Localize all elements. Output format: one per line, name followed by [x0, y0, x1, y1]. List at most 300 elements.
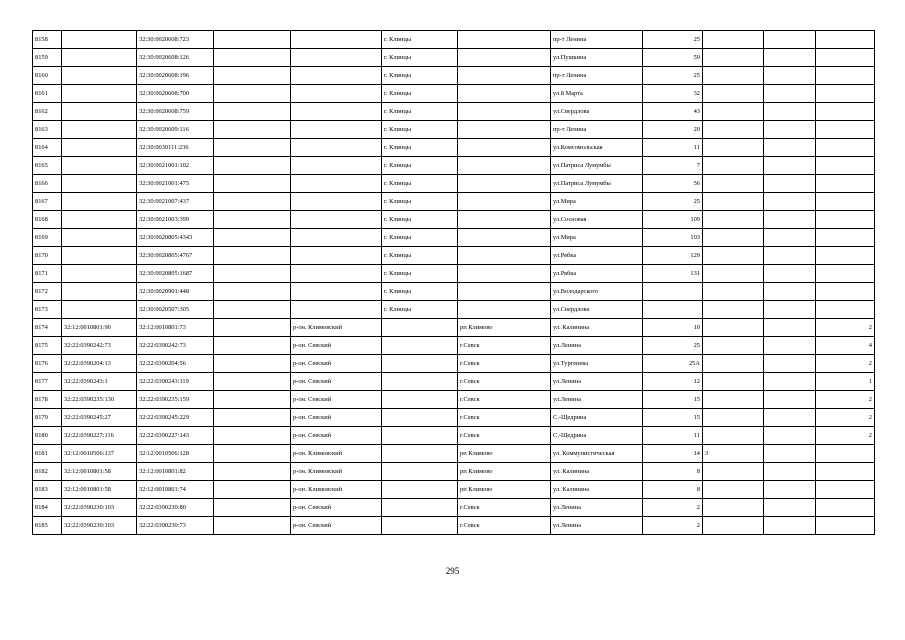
cell-cadastral-number: 32:30:0020805:4343 — [137, 229, 214, 247]
cell-row-number: 8164 — [33, 139, 62, 157]
table-row — [33, 427, 875, 445]
cell-building — [703, 391, 764, 409]
cell-old-cadastral-number — [62, 247, 137, 265]
cell-apartment — [764, 283, 816, 301]
cell-count — [816, 247, 875, 265]
cell-row-number: 8184 — [33, 499, 62, 517]
table-row — [33, 229, 875, 247]
cell-district — [291, 211, 382, 229]
cell-extra-field — [214, 157, 291, 175]
cell-apartment — [764, 409, 816, 427]
cell-cadastral-number: 32:30:0020901:448 — [137, 283, 214, 301]
cell-extra-field — [214, 67, 291, 85]
cell-old-cadastral-number: 32:12:0010506:137 — [62, 445, 137, 463]
cell-building — [703, 49, 764, 67]
cell-old-cadastral-number: 32:22:0390204:13 — [62, 355, 137, 373]
cell-cadastral-number: 32:12:0010506:128 — [137, 445, 214, 463]
cell-count — [816, 481, 875, 499]
cell-city: г. Клинцы — [382, 193, 458, 211]
cell-settlement — [458, 31, 551, 49]
cell-city — [382, 337, 458, 355]
cell-settlement: г.Севск — [458, 373, 551, 391]
cell-district: р-он. Севский — [291, 409, 382, 427]
cell-count — [816, 517, 875, 535]
cell-count — [816, 445, 875, 463]
cell-district — [291, 67, 382, 85]
cell-house-number: 129 — [643, 247, 703, 265]
cell-district — [291, 85, 382, 103]
cell-settlement: г.Севск — [458, 517, 551, 535]
cell-old-cadastral-number — [62, 229, 137, 247]
table-row — [33, 211, 875, 229]
table-row — [33, 247, 875, 265]
cell-old-cadastral-number: 32:22:0390230:103 — [62, 517, 137, 535]
table-row — [33, 319, 875, 337]
cell-old-cadastral-number: 32:12:0010801:58 — [62, 463, 137, 481]
cell-city: г. Клинцы — [382, 157, 458, 175]
cell-row-number: 8183 — [33, 481, 62, 499]
cell-city: г. Клинцы — [382, 247, 458, 265]
cell-building — [703, 337, 764, 355]
cell-settlement: рп Климово — [458, 319, 551, 337]
cell-row-number: 8166 — [33, 175, 62, 193]
cell-apartment — [764, 67, 816, 85]
cell-row-number: 8158 — [33, 31, 62, 49]
cell-extra-field — [214, 211, 291, 229]
cell-settlement: рп Климово — [458, 481, 551, 499]
cell-cadastral-number: 32:22:0390242:73 — [137, 337, 214, 355]
cell-apartment — [764, 265, 816, 283]
cell-house-number: 8 — [643, 481, 703, 499]
cell-street: ул.Патриса Лумумбы — [551, 175, 643, 193]
cell-extra-field — [214, 31, 291, 49]
cell-apartment — [764, 517, 816, 535]
cell-building — [703, 481, 764, 499]
cell-extra-field — [214, 139, 291, 157]
cell-house-number — [643, 283, 703, 301]
cell-extra-field — [214, 229, 291, 247]
cell-city: г. Клинцы — [382, 49, 458, 67]
cell-district — [291, 193, 382, 211]
cell-cadastral-number: 32:30:0020608:759 — [137, 103, 214, 121]
table-row — [33, 193, 875, 211]
cell-district: р-он. Севский — [291, 337, 382, 355]
cell-house-number — [643, 301, 703, 319]
cell-old-cadastral-number: 32:22:0390230:103 — [62, 499, 137, 517]
cell-apartment — [764, 337, 816, 355]
cell-house-number: 8 — [643, 463, 703, 481]
cell-city — [382, 427, 458, 445]
cell-district: р-он. Климовский — [291, 481, 382, 499]
cell-count — [816, 265, 875, 283]
cell-city: г. Клинцы — [382, 67, 458, 85]
cell-house-number: 103 — [643, 229, 703, 247]
cell-cadastral-number: 32:30:0020609:116 — [137, 121, 214, 139]
cell-old-cadastral-number — [62, 211, 137, 229]
cell-building — [703, 67, 764, 85]
table-row — [33, 31, 875, 49]
cell-city: г. Клинцы — [382, 229, 458, 247]
cell-cadastral-number: 32:22:0390230:73 — [137, 517, 214, 535]
cell-building — [703, 193, 764, 211]
table-row — [33, 373, 875, 391]
cell-settlement — [458, 139, 551, 157]
cell-street: пр-т Ленина — [551, 31, 643, 49]
cell-house-number: 20 — [643, 121, 703, 139]
cell-row-number: 8160 — [33, 67, 62, 85]
cell-settlement: г.Севск — [458, 427, 551, 445]
cell-district — [291, 175, 382, 193]
cell-count — [816, 463, 875, 481]
cell-cadastral-number: 32:22:0390243:119 — [137, 373, 214, 391]
cell-district — [291, 103, 382, 121]
cell-row-number: 8182 — [33, 463, 62, 481]
cell-district — [291, 31, 382, 49]
cell-city: г. Клинцы — [382, 175, 458, 193]
cell-settlement — [458, 175, 551, 193]
cell-settlement — [458, 229, 551, 247]
cell-extra-field — [214, 265, 291, 283]
cell-street: пр-т Ленина — [551, 67, 643, 85]
cell-cadastral-number: 32:12:0010801:74 — [137, 481, 214, 499]
cell-district — [291, 49, 382, 67]
cell-count — [816, 283, 875, 301]
cell-cadastral-number: 32:30:0030111:236 — [137, 139, 214, 157]
cell-row-number: 8162 — [33, 103, 62, 121]
cell-settlement — [458, 247, 551, 265]
cell-old-cadastral-number — [62, 301, 137, 319]
cell-house-number: 56 — [643, 175, 703, 193]
cell-house-number: 2 — [643, 499, 703, 517]
cell-count — [816, 229, 875, 247]
cell-apartment — [764, 175, 816, 193]
cell-district: р-он. Севский — [291, 373, 382, 391]
cell-row-number: 8173 — [33, 301, 62, 319]
cell-city: г. Клинцы — [382, 211, 458, 229]
cell-house-number: 11 — [643, 427, 703, 445]
cell-settlement — [458, 265, 551, 283]
cell-street: ул.Мира — [551, 193, 643, 211]
registry-table — [32, 30, 875, 535]
cell-row-number: 8179 — [33, 409, 62, 427]
cell-street: ул.Ленина — [551, 337, 643, 355]
cell-building — [703, 121, 764, 139]
cell-cadastral-number: 32:30:0020507:305 — [137, 301, 214, 319]
cell-count — [816, 49, 875, 67]
cell-apartment — [764, 481, 816, 499]
cell-street: ул. Калинина — [551, 463, 643, 481]
cell-extra-field — [214, 355, 291, 373]
cell-city: г. Клинцы — [382, 301, 458, 319]
cell-apartment — [764, 85, 816, 103]
cell-city — [382, 391, 458, 409]
cell-building: 3 — [703, 445, 764, 463]
cell-extra-field — [214, 175, 291, 193]
cell-row-number: 8165 — [33, 157, 62, 175]
cell-row-number: 8175 — [33, 337, 62, 355]
cell-building — [703, 31, 764, 49]
cell-street: ул.Свердлова — [551, 103, 643, 121]
cell-apartment — [764, 373, 816, 391]
cell-count: 2 — [816, 427, 875, 445]
cell-building — [703, 157, 764, 175]
cell-old-cadastral-number — [62, 85, 137, 103]
cell-apartment — [764, 31, 816, 49]
cell-building — [703, 517, 764, 535]
page-number: 295 — [445, 566, 460, 576]
cell-settlement: рп Климово — [458, 445, 551, 463]
table-row — [33, 499, 875, 517]
cell-city — [382, 517, 458, 535]
cell-row-number: 8163 — [33, 121, 62, 139]
cell-row-number: 8181 — [33, 445, 62, 463]
cell-count: 2 — [816, 409, 875, 427]
cell-house-number: 25 — [643, 337, 703, 355]
cell-extra-field — [214, 445, 291, 463]
cell-house-number: 25 — [643, 193, 703, 211]
cell-house-number: 10 — [643, 319, 703, 337]
cell-city — [382, 463, 458, 481]
cell-count — [816, 499, 875, 517]
table-row — [33, 301, 875, 319]
cell-old-cadastral-number — [62, 283, 137, 301]
cell-district — [291, 157, 382, 175]
cell-settlement — [458, 283, 551, 301]
cell-row-number: 8180 — [33, 427, 62, 445]
cell-district — [291, 265, 382, 283]
cell-extra-field — [214, 481, 291, 499]
cell-cadastral-number: 32:22:0390230:80 — [137, 499, 214, 517]
cell-old-cadastral-number — [62, 103, 137, 121]
cell-count — [816, 67, 875, 85]
cell-old-cadastral-number: 32:12:0010801:58 — [62, 481, 137, 499]
cell-district — [291, 139, 382, 157]
cell-count — [816, 31, 875, 49]
cell-house-number: 32 — [643, 85, 703, 103]
table-row — [33, 175, 875, 193]
cell-house-number: 25А — [643, 355, 703, 373]
cell-settlement — [458, 121, 551, 139]
cell-old-cadastral-number: 32:22:0390227:116 — [62, 427, 137, 445]
cell-settlement: г.Севск — [458, 355, 551, 373]
table-row — [33, 445, 875, 463]
cell-building — [703, 409, 764, 427]
cell-apartment — [764, 49, 816, 67]
cell-old-cadastral-number — [62, 193, 137, 211]
cell-extra-field — [214, 85, 291, 103]
cell-city: г. Клинцы — [382, 121, 458, 139]
cell-count: 2 — [816, 355, 875, 373]
cell-city — [382, 355, 458, 373]
cell-house-number: 25 — [643, 31, 703, 49]
cell-settlement: г.Севск — [458, 391, 551, 409]
cell-cadastral-number: 32:30:0021003:399 — [137, 211, 214, 229]
cell-row-number: 8161 — [33, 85, 62, 103]
cell-row-number: 8167 — [33, 193, 62, 211]
cell-street: ул. Коммунистическая — [551, 445, 643, 463]
cell-cadastral-number: 32:22:0390245:229 — [137, 409, 214, 427]
cell-house-number: 12 — [643, 373, 703, 391]
cell-building — [703, 355, 764, 373]
cell-row-number: 8172 — [33, 283, 62, 301]
cell-building — [703, 427, 764, 445]
cell-street: ул.Мира — [551, 229, 643, 247]
cell-building — [703, 265, 764, 283]
cell-building — [703, 283, 764, 301]
cell-building — [703, 211, 764, 229]
cell-street: ул.Ленина — [551, 499, 643, 517]
cell-house-number: 2 — [643, 517, 703, 535]
cell-building — [703, 103, 764, 121]
cell-street: ул.Тургенева — [551, 355, 643, 373]
cell-building — [703, 463, 764, 481]
cell-count — [816, 103, 875, 121]
table-row — [33, 157, 875, 175]
cell-street: С.-Щедрина — [551, 427, 643, 445]
cell-row-number: 8178 — [33, 391, 62, 409]
table-row — [33, 103, 875, 121]
cell-old-cadastral-number: 32:22:0390242:73 — [62, 337, 137, 355]
cell-settlement — [458, 103, 551, 121]
cell-old-cadastral-number — [62, 157, 137, 175]
cell-extra-field — [214, 121, 291, 139]
table-row — [33, 283, 875, 301]
cell-apartment — [764, 247, 816, 265]
cell-count: 1 — [816, 373, 875, 391]
cell-row-number: 8168 — [33, 211, 62, 229]
cell-apartment — [764, 229, 816, 247]
cell-building — [703, 499, 764, 517]
table-row — [33, 265, 875, 283]
cell-house-number: 15 — [643, 409, 703, 427]
cell-district: р-он. Севский — [291, 427, 382, 445]
cell-city: г. Клинцы — [382, 283, 458, 301]
cell-settlement: г.Севск — [458, 337, 551, 355]
cell-settlement — [458, 49, 551, 67]
cell-street: ул.Ленина — [551, 517, 643, 535]
cell-count — [816, 157, 875, 175]
cell-street: ул.Комсомольская — [551, 139, 643, 157]
cell-extra-field — [214, 247, 291, 265]
cell-settlement — [458, 67, 551, 85]
cell-extra-field — [214, 373, 291, 391]
cell-street: ул. Калинина — [551, 481, 643, 499]
cell-count — [816, 301, 875, 319]
cell-street: ул. Калинина — [551, 319, 643, 337]
cell-count: 4 — [816, 337, 875, 355]
table-row — [33, 409, 875, 427]
cell-count: 2 — [816, 391, 875, 409]
cell-city: г. Клинцы — [382, 265, 458, 283]
cell-settlement: рп Климово — [458, 463, 551, 481]
cell-settlement — [458, 211, 551, 229]
cell-district: р-он. Севский — [291, 391, 382, 409]
cell-extra-field — [214, 499, 291, 517]
cell-apartment — [764, 445, 816, 463]
cell-district — [291, 283, 382, 301]
cell-apartment — [764, 463, 816, 481]
cell-building — [703, 373, 764, 391]
cell-cadastral-number: 32:30:0020805:4767 — [137, 247, 214, 265]
table-row — [33, 355, 875, 373]
cell-city: г. Клинцы — [382, 31, 458, 49]
cell-cadastral-number: 32:30:0021001:475 — [137, 175, 214, 193]
cell-apartment — [764, 319, 816, 337]
cell-count — [816, 121, 875, 139]
cell-old-cadastral-number: 32:22:0390243:1 — [62, 373, 137, 391]
table-row — [33, 49, 875, 67]
cell-cadastral-number: 32:22:0390204:56 — [137, 355, 214, 373]
cell-apartment — [764, 355, 816, 373]
cell-extra-field — [214, 301, 291, 319]
cell-cadastral-number: 32:30:0020608:126 — [137, 49, 214, 67]
cell-apartment — [764, 427, 816, 445]
cell-count: 2 — [816, 319, 875, 337]
cell-cadastral-number: 32:12:0010801:73 — [137, 319, 214, 337]
cell-street: ул.Пушкина — [551, 49, 643, 67]
cell-count — [816, 211, 875, 229]
cell-cadastral-number: 32:30:0020608:723 — [137, 31, 214, 49]
cell-apartment — [764, 211, 816, 229]
cell-cadastral-number: 32:30:0021001:102 — [137, 157, 214, 175]
cell-building — [703, 85, 764, 103]
cell-apartment — [764, 193, 816, 211]
cell-count — [816, 175, 875, 193]
cell-district — [291, 301, 382, 319]
cell-extra-field — [214, 427, 291, 445]
cell-cadastral-number: 32:30:0020608:700 — [137, 85, 214, 103]
cell-district: р-он. Севский — [291, 355, 382, 373]
cell-cadastral-number: 32:30:0021007:437 — [137, 193, 214, 211]
cell-district: р-он. Климовский — [291, 463, 382, 481]
cell-house-number: 25 — [643, 67, 703, 85]
cell-street: С.-Щедрина — [551, 409, 643, 427]
cell-row-number: 8174 — [33, 319, 62, 337]
cell-cadastral-number: 32:30:0020608:196 — [137, 67, 214, 85]
cell-extra-field — [214, 283, 291, 301]
cell-house-number: 43 — [643, 103, 703, 121]
cell-row-number: 8171 — [33, 265, 62, 283]
cell-city — [382, 445, 458, 463]
cell-district: р-он. Севский — [291, 499, 382, 517]
cell-apartment — [764, 139, 816, 157]
cell-old-cadastral-number — [62, 265, 137, 283]
cell-settlement — [458, 157, 551, 175]
cell-city — [382, 499, 458, 517]
cell-apartment — [764, 157, 816, 175]
table-row — [33, 121, 875, 139]
cell-street: ул.Свердлова — [551, 301, 643, 319]
cell-settlement: г.Севск — [458, 409, 551, 427]
cell-city — [382, 409, 458, 427]
cell-extra-field — [214, 319, 291, 337]
cell-extra-field — [214, 49, 291, 67]
cell-old-cadastral-number: 32:22:0390245:27 — [62, 409, 137, 427]
cell-building — [703, 319, 764, 337]
cell-house-number: 109 — [643, 211, 703, 229]
cell-old-cadastral-number — [62, 139, 137, 157]
cell-apartment — [764, 301, 816, 319]
cell-city: г. Клинцы — [382, 103, 458, 121]
cell-old-cadastral-number — [62, 67, 137, 85]
table-row — [33, 517, 875, 535]
table-row — [33, 463, 875, 481]
cell-building — [703, 229, 764, 247]
cell-extra-field — [214, 103, 291, 121]
cell-row-number: 8169 — [33, 229, 62, 247]
cell-count — [816, 139, 875, 157]
cell-district: р-он. Севский — [291, 517, 382, 535]
